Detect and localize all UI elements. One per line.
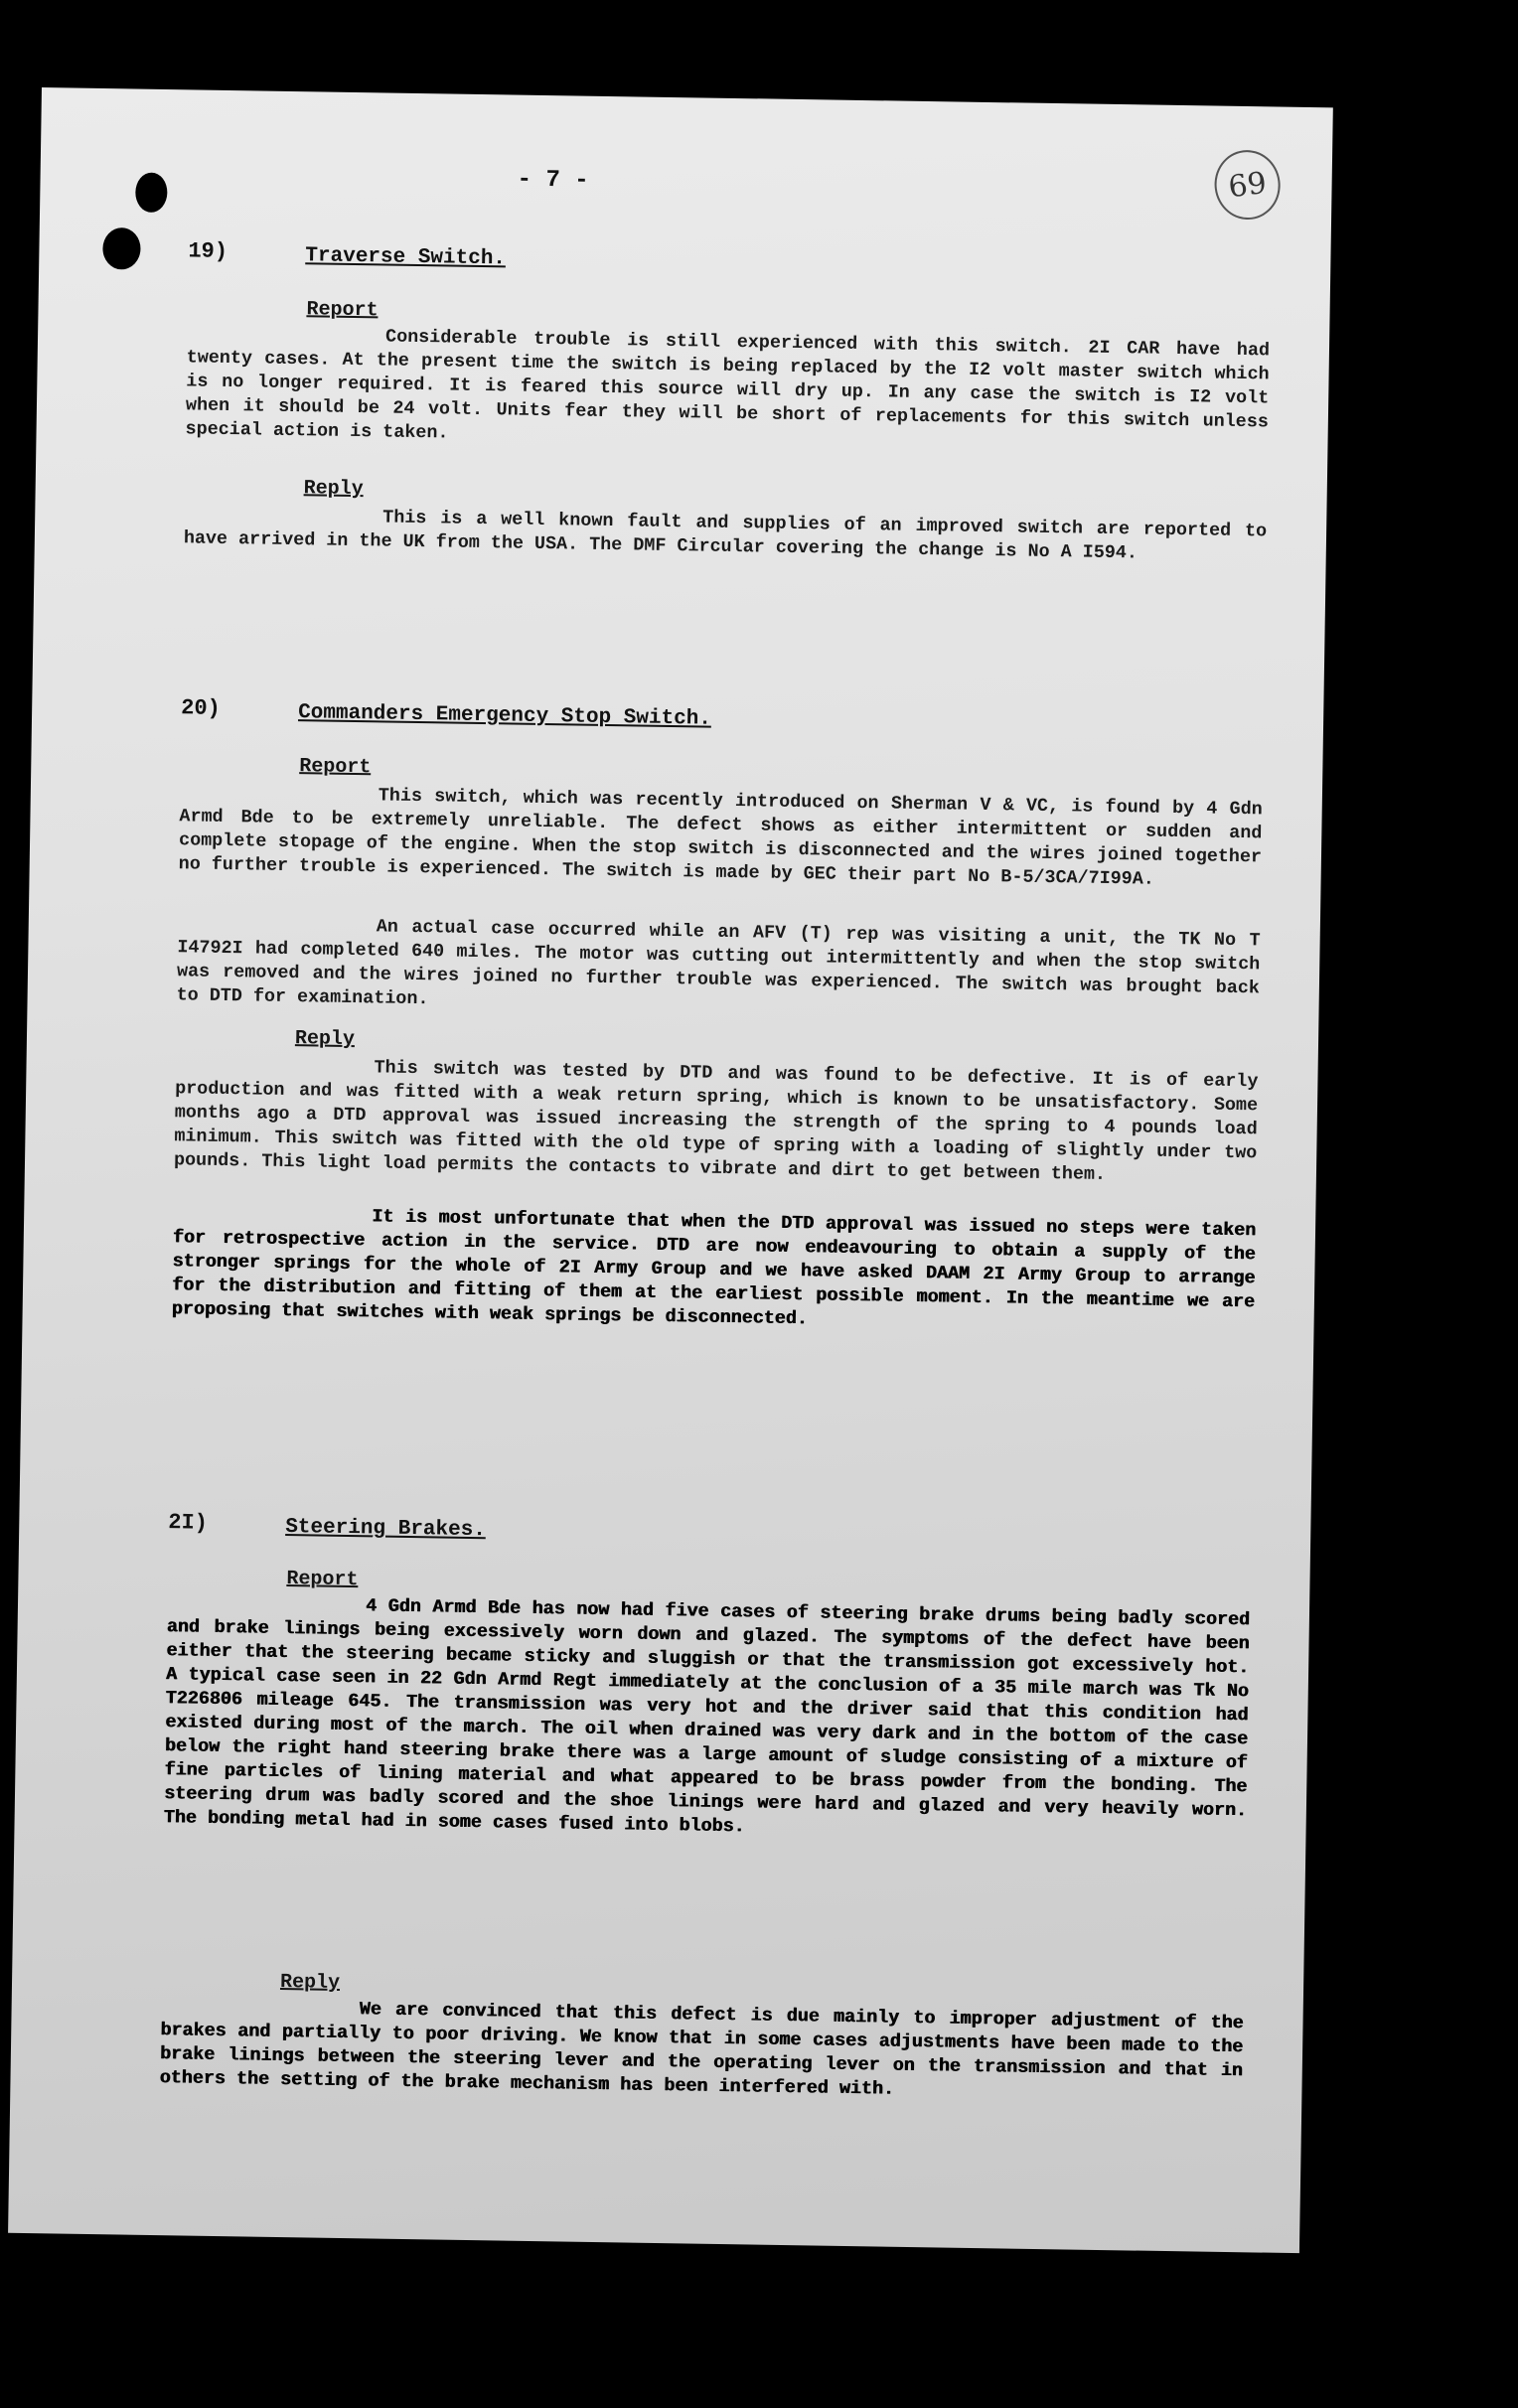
section-steering-brakes: [20, 1508, 1311, 2100]
reply-text: This switch was tested by DTD and was found to be defective. It is of early production and was fitted with a weak return spring, which is known to be unsatisfactory. Some months ago a DTD approval was issued increasing the strength of the spring to 4 pounds load minimum. This switch was fitted with the old type of spring with a loading of slightly under two pounds. This light load permits the contacts to vibrate and dirt to get between them.: [173, 1057, 1259, 1185]
report-label: Report: [306, 298, 379, 323]
report-label: Report: [299, 755, 372, 780]
report-text: An actual case occurred while an AFV (T) rep was visiting a unit, the TK No T I4792I had completed 640 miles. The motor was cutting out intermittently and when the stop switch was removed and the wires joined no further trouble was experienced. The switch was brought back to DTD for examination.: [176, 916, 1261, 1010]
report-label: Report: [286, 1568, 359, 1592]
section-heading: Steering Brakes.: [285, 1516, 487, 1543]
report-text: This switch, which was recently introduced on Sherman V & VC, is found by 4 Gdn Armd Bde to be extremely unreliable. The defect shows as either intermittent or sudden and complete stopage of the engine. When the stop switch is disconnected and the wires joined together no further trouble is experienced. The switch is made by GEC their part No B-5/3CA/7I99A.: [178, 785, 1263, 890]
reply-label: Reply: [303, 477, 364, 502]
punch-hole: [102, 227, 141, 270]
document-page: [8, 87, 1333, 2253]
reply-text: This is a well known fault and supplies of an improved switch are reported to have arrived in the UK from the USA. The DMF Circular covering the change is No A I594.: [183, 507, 1268, 564]
page-number: - 7 -: [517, 166, 589, 195]
section-number: 19): [188, 238, 228, 264]
folio-stamp: 69: [1211, 146, 1285, 224]
report-text: Considerable trouble is still experienced with this switch. 2I CAR have had twenty cases. At the present time the switch is being replaced by the I2 volt master switch which is no longer required. It is feared this source will dry up. In any case the switch is I2 volt when it should be 24 volt. Units fear they will be short of replacements for this switch unless special action is taken.: [185, 326, 1271, 444]
report-text: 4 Gdn Armd Bde has now had five cases of steering brake drums being badly scored and brake linings being excessively worn down and glazed. The symptoms of the defect have been either that the steering became sticky and sluggish or that the transmission got excessively hot. A typical case seen in 22 Gdn Armd Regt immediately at the conclusion of a 35 mile march was Tk No T226806 mileage 645. The transmission was very hot and the driver said that this condition had existed during most of the march. The oil when drained was very dark and in the bottom of the case below the right hand steering brake there was a large amount of sludge consisting of a mixture of fine particles of lining material and what appeared to be brass powder from the bonding. The steering drum was badly scored and the shoe linings were hard and glazed and very heavily worn. The bonding metal had in some cases fused into blobs.: [163, 1595, 1251, 1838]
section-traverse-switch: [40, 236, 1331, 564]
reply-text: We are convinced that this defect is due mainly to improper adjustment of the brakes and partially to poor driving. We know that in some cases adjustments have been made to the brake linings between the steering lever and the operating lever on the transmission and that in others the setting of the brake mechanism has been interfered with.: [159, 1999, 1244, 2100]
punch-hole: [135, 172, 168, 212]
reply-label: Reply: [279, 1971, 341, 1995]
reply-text: It is most unfortunate that when the DTD approval was issued no steps were taken for retrospective action in the service. DTD are now endeavouring to obtain a supply of the stronger springs for the whole of 2I Army Group and we have asked DAAM 2I Army Group to arrange for the distribution and fitting of them at the earliest possible moment. In the meantime we are proposing that switches with weak springs be disconnected.: [171, 1206, 1257, 1330]
section-emergency-stop-switch: [32, 693, 1323, 1330]
section-heading: Traverse Switch.: [305, 244, 507, 271]
section-number: 20): [181, 695, 222, 721]
section-heading: Commanders Emergency Stop Switch.: [297, 701, 712, 731]
section-number: 2I): [168, 1510, 209, 1536]
reply-label: Reply: [294, 1027, 356, 1052]
